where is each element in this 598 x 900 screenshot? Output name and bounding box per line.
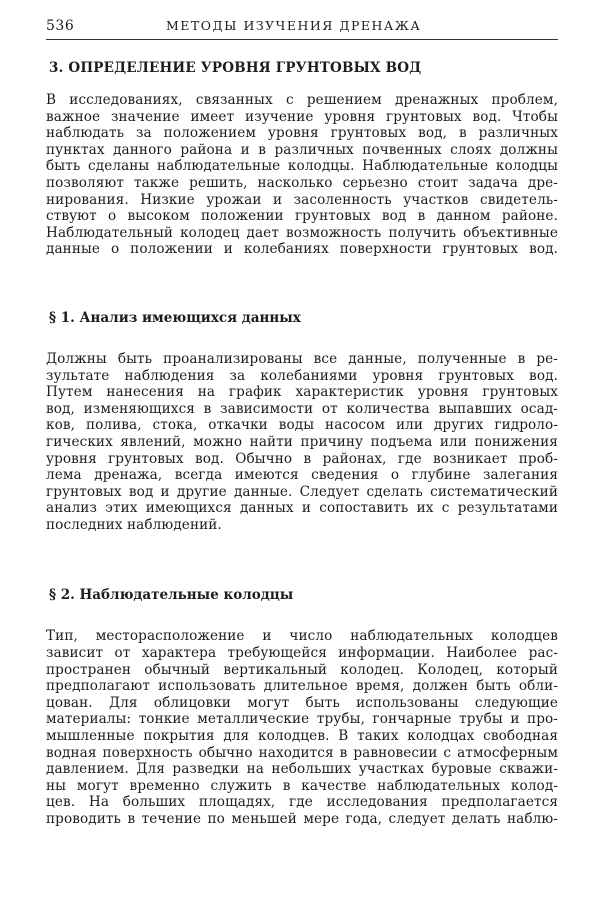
paragraph-line: материалы: тонкие металлические трубы, гончарные трубы и про-	[46, 711, 558, 728]
paragraph-line: важное значение имеет изучение уровня грунтовых вод. Чтобы	[46, 108, 558, 125]
paragraph-line: давлением. Для разведки на небольших участках буровые скважи-	[46, 761, 558, 778]
paragraph-line: гических явлений, можно найти причину подъема или понижения	[46, 433, 558, 450]
paragraph-line: Должны быть проанализированы все данные, полученные в ре-	[46, 350, 558, 367]
paragraph-line: мышленные покрытия для колодцев. В таких колодцах свободная	[46, 728, 558, 745]
section-title: 3. ОПРЕДЕЛЕНИЕ УРОВНЯ ГРУНТОВЫХ ВОД	[49, 60, 422, 76]
paragraph-line: зультате наблюдения за колебаниями уровня грунтовых вод.	[46, 367, 558, 384]
paragraph-line: нирования. Низкие урожаи и засоленность участков свидетель-	[46, 191, 558, 208]
paragraph-line: цев. На больших площадях, где исследования предполагается	[46, 794, 558, 811]
paragraph-line: ны могут временно служить в качестве наблюдательных колод-	[46, 777, 558, 794]
running-header	[46, 18, 558, 40]
paragraph-line: ствуют о высоком положении грунтовых вод в данном районе.	[46, 208, 558, 225]
paragraph-line: вод, изменяющихся в зависимости от количества выпавших осад-	[46, 400, 558, 417]
wells-paragraph	[46, 628, 558, 827]
paragraph-line: В исследованиях, связанных с решением дренажных проблем,	[46, 92, 558, 108]
paragraph-line: уровня грунтовых вод. Обычно в районах, где возникает проб-	[46, 450, 558, 467]
book-page	[46, 18, 558, 828]
paragraph-line: данные о положении и колебаниях поверхности грунтовых вод.	[46, 241, 558, 258]
paragraph-line: пунктах данного района и в различных почвенных слоях должны	[46, 141, 558, 158]
paragraph-line: Путем нанесения на график характеристик уровня грунтовых	[46, 384, 558, 401]
paragraph-line: проводить в течение по меньшей мере года, следует делать наблю-	[46, 811, 558, 827]
paragraph-line: цован. Для облицовки могут быть использованы следующие	[46, 694, 558, 711]
paragraph-line: зависит от характера требующейся информации. Наиболее рас-	[46, 645, 558, 662]
subsection-title-analysis: § 1. Анализ имеющихся данных	[49, 309, 301, 326]
paragraph-line: анализ этих имеющихся данных и сопоставить их с результатами	[46, 500, 558, 517]
paragraph-line: пространен обычный вертикальный колодец. Колодец, который	[46, 661, 558, 678]
paragraph-line: лема дренажа, всегда имеются сведения о глубине залегания	[46, 467, 558, 484]
paragraph-line: позволяют также решить, насколько серьезно стоит задача дре-	[46, 174, 558, 191]
paragraph-line: быть сделаны наблюдательные колодцы. Наблюдательные колодцы	[46, 158, 558, 175]
page-number: 536	[46, 18, 75, 34]
paragraph-line: предполагают использовать длительное время, должен быть обли-	[46, 678, 558, 695]
paragraph-line: грунтовых вод и другие данные. Следует сделать систематический	[46, 483, 558, 500]
analysis-paragraph	[46, 351, 558, 534]
paragraph-line: последних наблюдений.	[46, 516, 222, 533]
paragraph-line: ков, полива, стока, откачки воды насосом или других гидроло-	[46, 417, 558, 434]
paragraph-line: водная поверхность обычно находится в равновесии с атмосферным	[46, 744, 558, 761]
paragraph-line: Тип, месторасположение и число наблюдательных колодцев	[46, 628, 558, 645]
subsection-title-wells: § 2. Наблюдательные колодцы	[49, 587, 294, 604]
paragraph-line: наблюдать за положением уровня грунтовых вод, в различных	[46, 125, 558, 142]
running-title: МЕТОДЫ ИЗУЧЕНИЯ ДРЕНАЖА	[166, 18, 422, 33]
paragraph-line: Наблюдательный колодец дает возможность получить объективные	[46, 224, 558, 241]
intro-paragraph	[46, 92, 558, 258]
